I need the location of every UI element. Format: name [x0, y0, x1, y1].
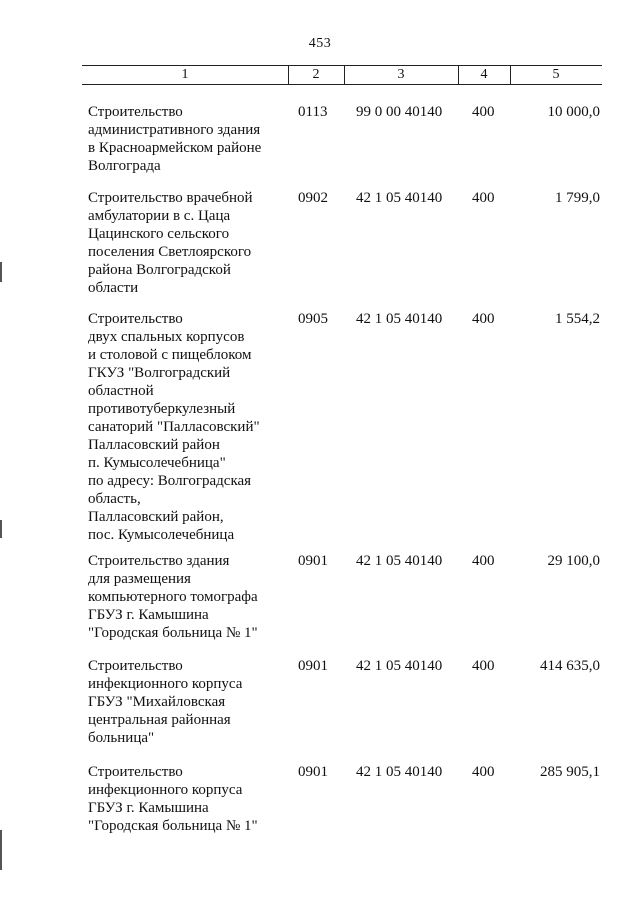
- description-line: п. Кумысолечебница": [88, 455, 226, 471]
- row-amount: 10 000,0: [547, 104, 600, 120]
- header-col-2: 2: [312, 67, 320, 82]
- header-col-5: 5: [552, 67, 560, 82]
- row-amount: 285 905,1: [540, 764, 600, 780]
- description-line: Палласовский район: [88, 437, 220, 453]
- description-line: областной: [88, 383, 154, 399]
- row-expense-type: 400: [472, 190, 495, 206]
- description-line: ГБУЗ г. Камышина: [88, 800, 209, 816]
- row-expense-type: 400: [472, 764, 495, 780]
- row-description: [88, 552, 288, 642]
- header-col-1: 1: [181, 67, 189, 82]
- description-line: района Волгоградской: [88, 262, 231, 278]
- description-line: административного здания: [88, 122, 261, 138]
- description-line: инфекционного корпуса: [88, 676, 243, 692]
- description-line: Волгограда: [88, 158, 161, 174]
- description-line: область,: [88, 491, 141, 507]
- budget-table: [82, 65, 602, 834]
- scan-edge-mark: [0, 262, 2, 282]
- row-amount: 414 635,0: [540, 658, 600, 674]
- description-line: Строительство: [88, 104, 183, 120]
- description-line: ГКУЗ "Волгоградский: [88, 365, 231, 381]
- row-expense-type: 400: [472, 104, 495, 120]
- description-line: Палласовский район,: [88, 509, 224, 525]
- row-description: [88, 657, 288, 747]
- description-line: поселения Светлоярского: [88, 244, 252, 260]
- description-line: амбулатории в с. Цаца: [88, 208, 231, 224]
- scan-edge-mark: [0, 520, 2, 538]
- page-number: 453: [308, 36, 332, 51]
- description-line: для размещения: [88, 571, 191, 587]
- description-line: Строительство: [88, 658, 183, 674]
- description-line: компьютерного томографа: [88, 589, 258, 605]
- description-line: инфекционного корпуса: [88, 782, 243, 798]
- description-line: "Городская больница № 1": [88, 818, 258, 834]
- row-section-code: 0901: [298, 658, 328, 674]
- row-description: [88, 103, 288, 175]
- description-line: и столовой с пищеблоком: [88, 347, 252, 363]
- row-section-code: 0113: [298, 104, 328, 120]
- description-line: Строительство врачебной: [88, 190, 253, 206]
- description-line: противотуберкулезный: [88, 401, 236, 417]
- description-line: пос. Кумысолечебница: [88, 527, 235, 543]
- row-section-code: 0902: [298, 190, 328, 206]
- row-target-code: 42 1 05 40140: [356, 764, 443, 780]
- row-target-code: 42 1 05 40140: [356, 190, 443, 206]
- header-col-3: 3: [397, 67, 405, 82]
- row-target-code: 42 1 05 40140: [356, 311, 443, 327]
- row-target-code: 99 0 00 40140: [356, 104, 443, 120]
- row-description: [88, 310, 288, 544]
- description-line: "Городская больница № 1": [88, 625, 258, 641]
- scan-edge-mark: [0, 830, 2, 870]
- row-target-code: 42 1 05 40140: [356, 553, 443, 569]
- description-line: в Красноармейском районе: [88, 140, 262, 156]
- description-line: центральная районная: [88, 712, 231, 728]
- description-line: Строительство: [88, 311, 183, 327]
- description-line: ГБУЗ г. Камышина: [88, 607, 209, 623]
- description-line: по адресу: Волгоградская: [88, 473, 252, 489]
- header-col-4: 4: [480, 67, 488, 82]
- row-amount: 1 799,0: [555, 190, 600, 206]
- description-line: ГБУЗ "Михайловская: [88, 694, 226, 710]
- table-header: [82, 65, 602, 85]
- row-amount: 1 554,2: [555, 311, 600, 327]
- row-section-code: 0901: [298, 764, 328, 780]
- description-line: Цацинского сельского: [88, 226, 230, 242]
- description-line: области: [88, 280, 139, 296]
- row-description: [88, 189, 288, 297]
- row-expense-type: 400: [472, 311, 495, 327]
- row-expense-type: 400: [472, 553, 495, 569]
- row-section-code: 0905: [298, 311, 328, 327]
- description-line: двух спальных корпусов: [88, 329, 245, 345]
- description-line: Строительство здания: [88, 553, 230, 569]
- row-description: [88, 763, 288, 835]
- row-target-code: 42 1 05 40140: [356, 658, 443, 674]
- description-line: Строительство: [88, 764, 183, 780]
- description-line: больница": [88, 730, 155, 746]
- row-expense-type: 400: [472, 658, 495, 674]
- row-amount: 29 100,0: [547, 553, 600, 569]
- row-section-code: 0901: [298, 553, 328, 569]
- description-line: санаторий "Палласовский": [88, 419, 260, 435]
